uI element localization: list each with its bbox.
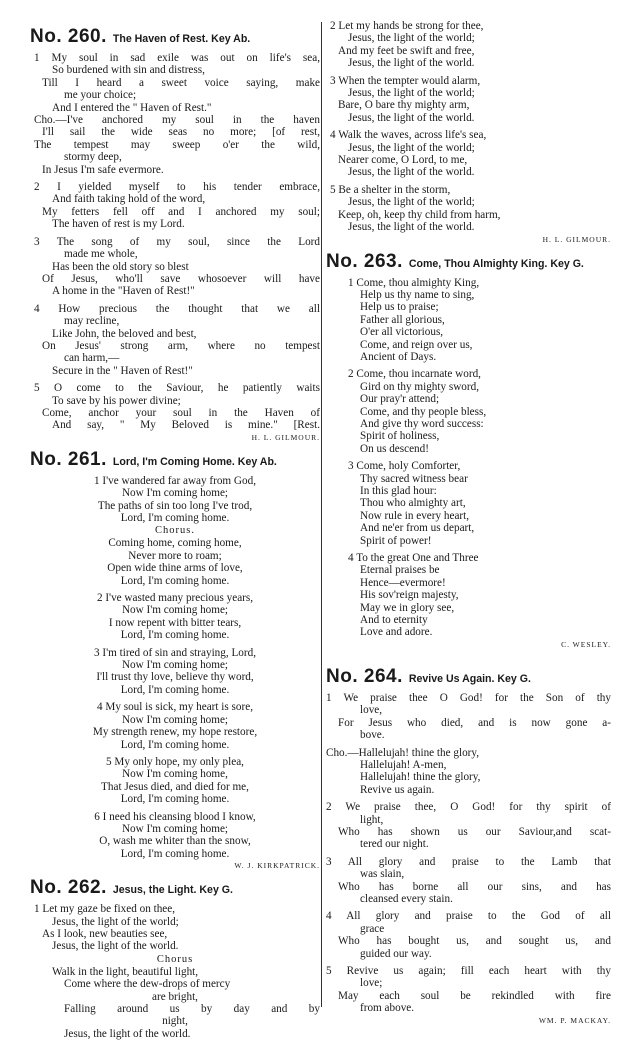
hymn-line: Like John, the beloved and best,	[52, 327, 197, 340]
hymn-line: Jesus, the light of the world;	[348, 196, 475, 209]
hymn-line: May each soul be rekindled with fire	[338, 989, 611, 1002]
hymn-262-header	[30, 877, 320, 899]
hymn-263-header	[326, 251, 611, 273]
hymn-line: His sov'reign majesty,	[360, 589, 459, 602]
hymn-264	[326, 666, 611, 1026]
hymn-line: As I look, new beauties see,	[42, 927, 168, 940]
hymn-line: Jesus, the light of the world;	[348, 87, 475, 100]
hymn-line: bove.	[360, 729, 385, 742]
hymn-line: Lord, I'm coming home.	[120, 738, 230, 751]
hymn-line: And faith taking hold of the word,	[52, 193, 206, 206]
hymn-line: cleansed every stain.	[360, 892, 453, 905]
hymn-author: H. L. GILMOUR.	[542, 234, 611, 244]
hymn-title: The Haven of Rest. Key Ab.	[112, 33, 251, 45]
chorus-label: Chorus.	[155, 525, 195, 537]
hymn-line: Ancient of Days.	[360, 350, 437, 363]
hymn-line: 1 We praise thee O God! for the Son of thy	[326, 691, 611, 704]
hymn-line: Keep, oh, keep thy child from harm,	[338, 208, 501, 221]
hymn-line: 2 I yielded myself to his tender embrace,	[34, 181, 320, 194]
hymn-264-header	[326, 666, 611, 688]
hymn-line: 4 How precious the thought that we all	[34, 302, 320, 315]
hymn-line: guided our way.	[360, 947, 432, 960]
chorus-line: Walk in the light, beautiful light,	[52, 965, 199, 978]
hymn-line: Thy sacred witness bear	[360, 472, 468, 485]
hymn-line: from above.	[360, 1002, 415, 1015]
hymn-line: The tempest may sweep o'er the wild,	[34, 138, 320, 151]
hymn-line: light,	[360, 813, 384, 826]
hymn-line: 5 Be a shelter in the storm,	[330, 183, 451, 196]
hymn-line: 1 My soul in sad exile was out on life's sea,	[34, 52, 320, 64]
hymn-line: 4 To the great One and Three	[348, 552, 479, 565]
chorus-line: are bright,	[152, 990, 198, 1003]
hymn-line: Till I heard a sweet voice saying, make	[42, 76, 320, 89]
chorus-line: Hallelujah! thine the glory,	[360, 771, 481, 784]
chorus-line: Coming home, coming home,	[108, 537, 242, 550]
hymn-line: I'll sail the wide seas no more; [of rest,	[42, 126, 320, 139]
hymn-262	[30, 877, 320, 1040]
hymn-line: 3 When the tempter would alarm,	[330, 74, 481, 87]
hymn-author: WM. P. MACKAY.	[538, 1015, 611, 1025]
hymn-line: 3 All glory and praise to the Lamb that	[326, 855, 611, 868]
hymn-line: Help us to praise;	[360, 301, 439, 314]
hymn-line: Of Jesus, who'll save whosoever will have	[42, 272, 320, 285]
hymn-number: No. 260.	[30, 26, 107, 47]
hymn-line: Lord, I'm coming home.	[120, 629, 230, 642]
hymn-line: Nearer come, O Lord, to me,	[338, 154, 468, 167]
hymn-line: O'er all victorious,	[360, 326, 444, 339]
hymn-line: Now I'm coming home;	[121, 659, 229, 672]
hymn-line: 1 I've wandered far away from God,	[94, 474, 256, 487]
hymn-line: Now I'm coming home;	[121, 487, 229, 500]
hymn-line: Come, and reign over us,	[360, 338, 473, 351]
hymn-line: 4 All glory and praise to the God of all	[326, 910, 611, 923]
hymn-title: Come, Thou Almighty King. Key G.	[408, 257, 584, 270]
hymn-line: Now I'm coming home;	[121, 713, 229, 726]
hymn-line: 1 Come, thou almighty King,	[348, 276, 480, 289]
hymn-line: Come, and thy people bless,	[360, 405, 487, 418]
hymn-line: Love and adore.	[360, 626, 433, 639]
hymn-line: Thou who almighty art,	[360, 497, 466, 510]
hymn-line: Eternal praises be	[360, 564, 440, 577]
hymn-line: And my feet be swift and free,	[338, 44, 475, 57]
hymn-line: Jesus, the light of the world.	[348, 57, 475, 70]
hymn-author: H. L. GILMOUR.	[251, 432, 320, 442]
hymn-line: Lord, I'm coming home.	[120, 683, 230, 696]
hymn-line: may recline,	[64, 315, 120, 328]
hymn-line: Help us thy name to sing,	[360, 288, 475, 301]
hymn-line: The paths of sin too long I've trod,	[97, 499, 253, 512]
hymn-line: Jesus, the light of the world;	[52, 915, 179, 928]
hymn-line: 4 Walk the waves, across life's sea,	[330, 129, 487, 142]
hymn-line: Now rule in every heart,	[360, 509, 470, 522]
hymn-line: 2 We praise thee, O God! for thy spirit of	[326, 801, 611, 814]
hymn-line: Jesus, the light of the world.	[348, 166, 475, 179]
hymn-line: Now I'm coming home;	[121, 822, 229, 835]
hymn-line: For Jesus who died, and is now gone a-	[338, 716, 611, 729]
hymn-line: The haven of rest is my Lord.	[52, 218, 185, 231]
chorus-line: Lord, I'm coming home.	[120, 574, 230, 587]
hymn-line: Who has shown us our Saviour,and scat-	[338, 825, 611, 838]
hymn-line: Who has bought us, and sought us, and	[338, 935, 611, 948]
hymn-line: Come, anchor your soul in the Haven of	[42, 406, 320, 419]
hymn-line: Lord, I'm coming home.	[120, 847, 230, 860]
hymn-title: Revive Us Again. Key G.	[408, 672, 531, 685]
hymn-line: My strength renew, my hope restore,	[92, 726, 258, 739]
chorus-label: Chorus	[156, 953, 194, 965]
chorus-line: Falling around us by day and by	[64, 1003, 320, 1015]
hymn-line: So burdened with sin and distress,	[52, 64, 205, 77]
hymn-number: No. 264.	[326, 665, 403, 687]
hymn-line: 3 I'm tired of sin and straying, Lord,	[93, 646, 257, 659]
hymn-line: Gird on thy mighty sword,	[360, 380, 480, 393]
hymn-line: Who has borne all our sins, and has	[338, 880, 611, 893]
hymn-260	[30, 26, 320, 443]
hymn-line: Has been the old story so blest	[52, 260, 189, 273]
right-column	[326, 20, 611, 1026]
hymn-line: Jesus, the light of the world.	[348, 221, 475, 234]
hymn-author: W. J. KIRKPATRICK.	[234, 861, 320, 871]
hymn-line: Spirit of power!	[360, 534, 432, 547]
chorus-line: Come where the dew-drops of mercy	[64, 978, 231, 991]
chorus-line: Revive us again.	[360, 783, 435, 796]
hymn-line: On Jesus' strong arm, where no tempest	[42, 339, 320, 352]
hymn-line: Jesus, the light of the world;	[348, 141, 475, 154]
hymn-line: A home in the "Haven of Rest!"	[52, 285, 195, 298]
chorus-line: night,	[162, 1015, 188, 1028]
hymn-line: Jesus, the light of the world;	[348, 32, 475, 45]
hymn-line: tered our night.	[360, 838, 429, 851]
chorus-line: Never more to roam;	[128, 549, 222, 562]
hymn-line: made me whole,	[64, 248, 138, 261]
hymn-line: can harm,—	[64, 352, 120, 365]
hymn-line: Lord, I'm coming home.	[120, 793, 230, 806]
hymn-line: 3 Come, holy Comforter,	[348, 460, 461, 473]
hymn-261	[30, 449, 320, 871]
chorus-line: Open wide thine arms of love,	[107, 562, 243, 575]
hymn-line: Jesus, the light of the world.	[348, 111, 475, 124]
hymn-line: And give thy word success:	[360, 417, 484, 430]
hymn-line: 6 I need his cleansing blood I know,	[94, 810, 256, 823]
hymn-line: I'll trust thy love, believe thy word,	[96, 671, 254, 684]
hymn-261-header	[30, 449, 320, 471]
hymn-number: No. 263.	[326, 250, 403, 272]
hymn-line: love;	[360, 977, 383, 990]
hymn-line: To save by his power divine;	[52, 394, 181, 407]
hymn-line: Now I'm coming home,	[122, 768, 228, 781]
hymn-260-header	[30, 26, 320, 48]
hymn-line: 4 My soul is sick, my heart is sore,	[97, 701, 253, 714]
hymn-line: 5 Revive us again; fill each heart with thy	[326, 965, 611, 977]
chorus-line: Hallelujah! A-men,	[360, 758, 447, 771]
hymn-line: I now repent with bitter tears,	[108, 616, 242, 629]
hymn-262-continued	[326, 20, 611, 245]
hymn-line: 3 The song of my soul, since the Lord	[34, 235, 320, 248]
hymn-line: 2 Come, thou incarnate word,	[348, 368, 481, 381]
hymn-line: stormy deep,	[64, 151, 122, 164]
hymn-line: Spirit of holiness,	[360, 430, 440, 443]
hymn-line: That Jesus died, and died for me,	[101, 780, 249, 793]
chorus-line: Cho.—Hallelujah! thine the glory,	[326, 746, 480, 759]
hymn-line: And say, " My Beloved is mine." [Rest.	[52, 419, 320, 432]
hymn-line: My fetters fell off and I anchored my soul;	[42, 205, 320, 218]
hymn-number: No. 262.	[30, 877, 107, 899]
left-column	[30, 20, 320, 1040]
hymn-line: 1 Let my gaze be fixed on thee,	[34, 903, 176, 916]
hymn-line: On us descend!	[360, 442, 429, 455]
hymn-line: Secure in the " Haven of Rest!"	[52, 364, 193, 377]
hymn-line: 2 I've wasted many precious years,	[96, 592, 254, 605]
hymn-line: Cho.—I've anchored my soul in the haven	[34, 114, 320, 127]
hymn-line: Jesus, the light of the world.	[52, 940, 179, 953]
hymn-line: In Jesus I'm safe evermore.	[42, 163, 164, 176]
hymn-line: 5 O come to the Saviour, he patiently waits	[34, 382, 320, 395]
hymn-line: O, wash me whiter than the snow,	[99, 835, 251, 848]
hymn-line: Bare, O bare thy mighty arm,	[338, 99, 470, 112]
hymn-line: Hence—evermore!	[360, 576, 446, 589]
hymn-number: No. 261.	[30, 448, 107, 470]
hymn-author: C. WESLEY.	[561, 639, 611, 649]
hymn-line: And I entered the " Haven of Rest."	[52, 101, 212, 114]
hymn-line: And ne'er from us depart,	[360, 522, 475, 535]
hymn-line: grace	[360, 922, 385, 935]
hymn-line: me your choice;	[64, 89, 137, 102]
hymn-line: Now I'm coming home;	[121, 604, 229, 617]
hymn-title: Lord, I'm Coming Home. Key Ab.	[112, 455, 277, 468]
hymn-line: Father all glorious,	[360, 313, 445, 326]
hymn-line: Our pray'r attend;	[360, 393, 440, 406]
column-divider	[321, 22, 322, 1007]
hymn-line: In this glad hour:	[360, 485, 437, 497]
hymn-line: 2 Let my hands be strong for thee,	[330, 20, 484, 32]
hymn-line: was slain,	[360, 868, 405, 881]
hymn-title: Jesus, the Light. Key G.	[112, 884, 233, 897]
hymn-line: love,	[360, 704, 383, 717]
hymn-line: 5 My only hope, my only plea,	[106, 755, 244, 768]
hymn-line: And to eternity	[360, 614, 428, 627]
chorus-line: Jesus, the light of the world.	[64, 1027, 191, 1040]
hymn-263	[326, 251, 611, 650]
spacer	[326, 650, 611, 660]
hymn-line: Lord, I'm coming home.	[120, 512, 230, 524]
hymn-line: May we in glory see,	[360, 601, 455, 614]
